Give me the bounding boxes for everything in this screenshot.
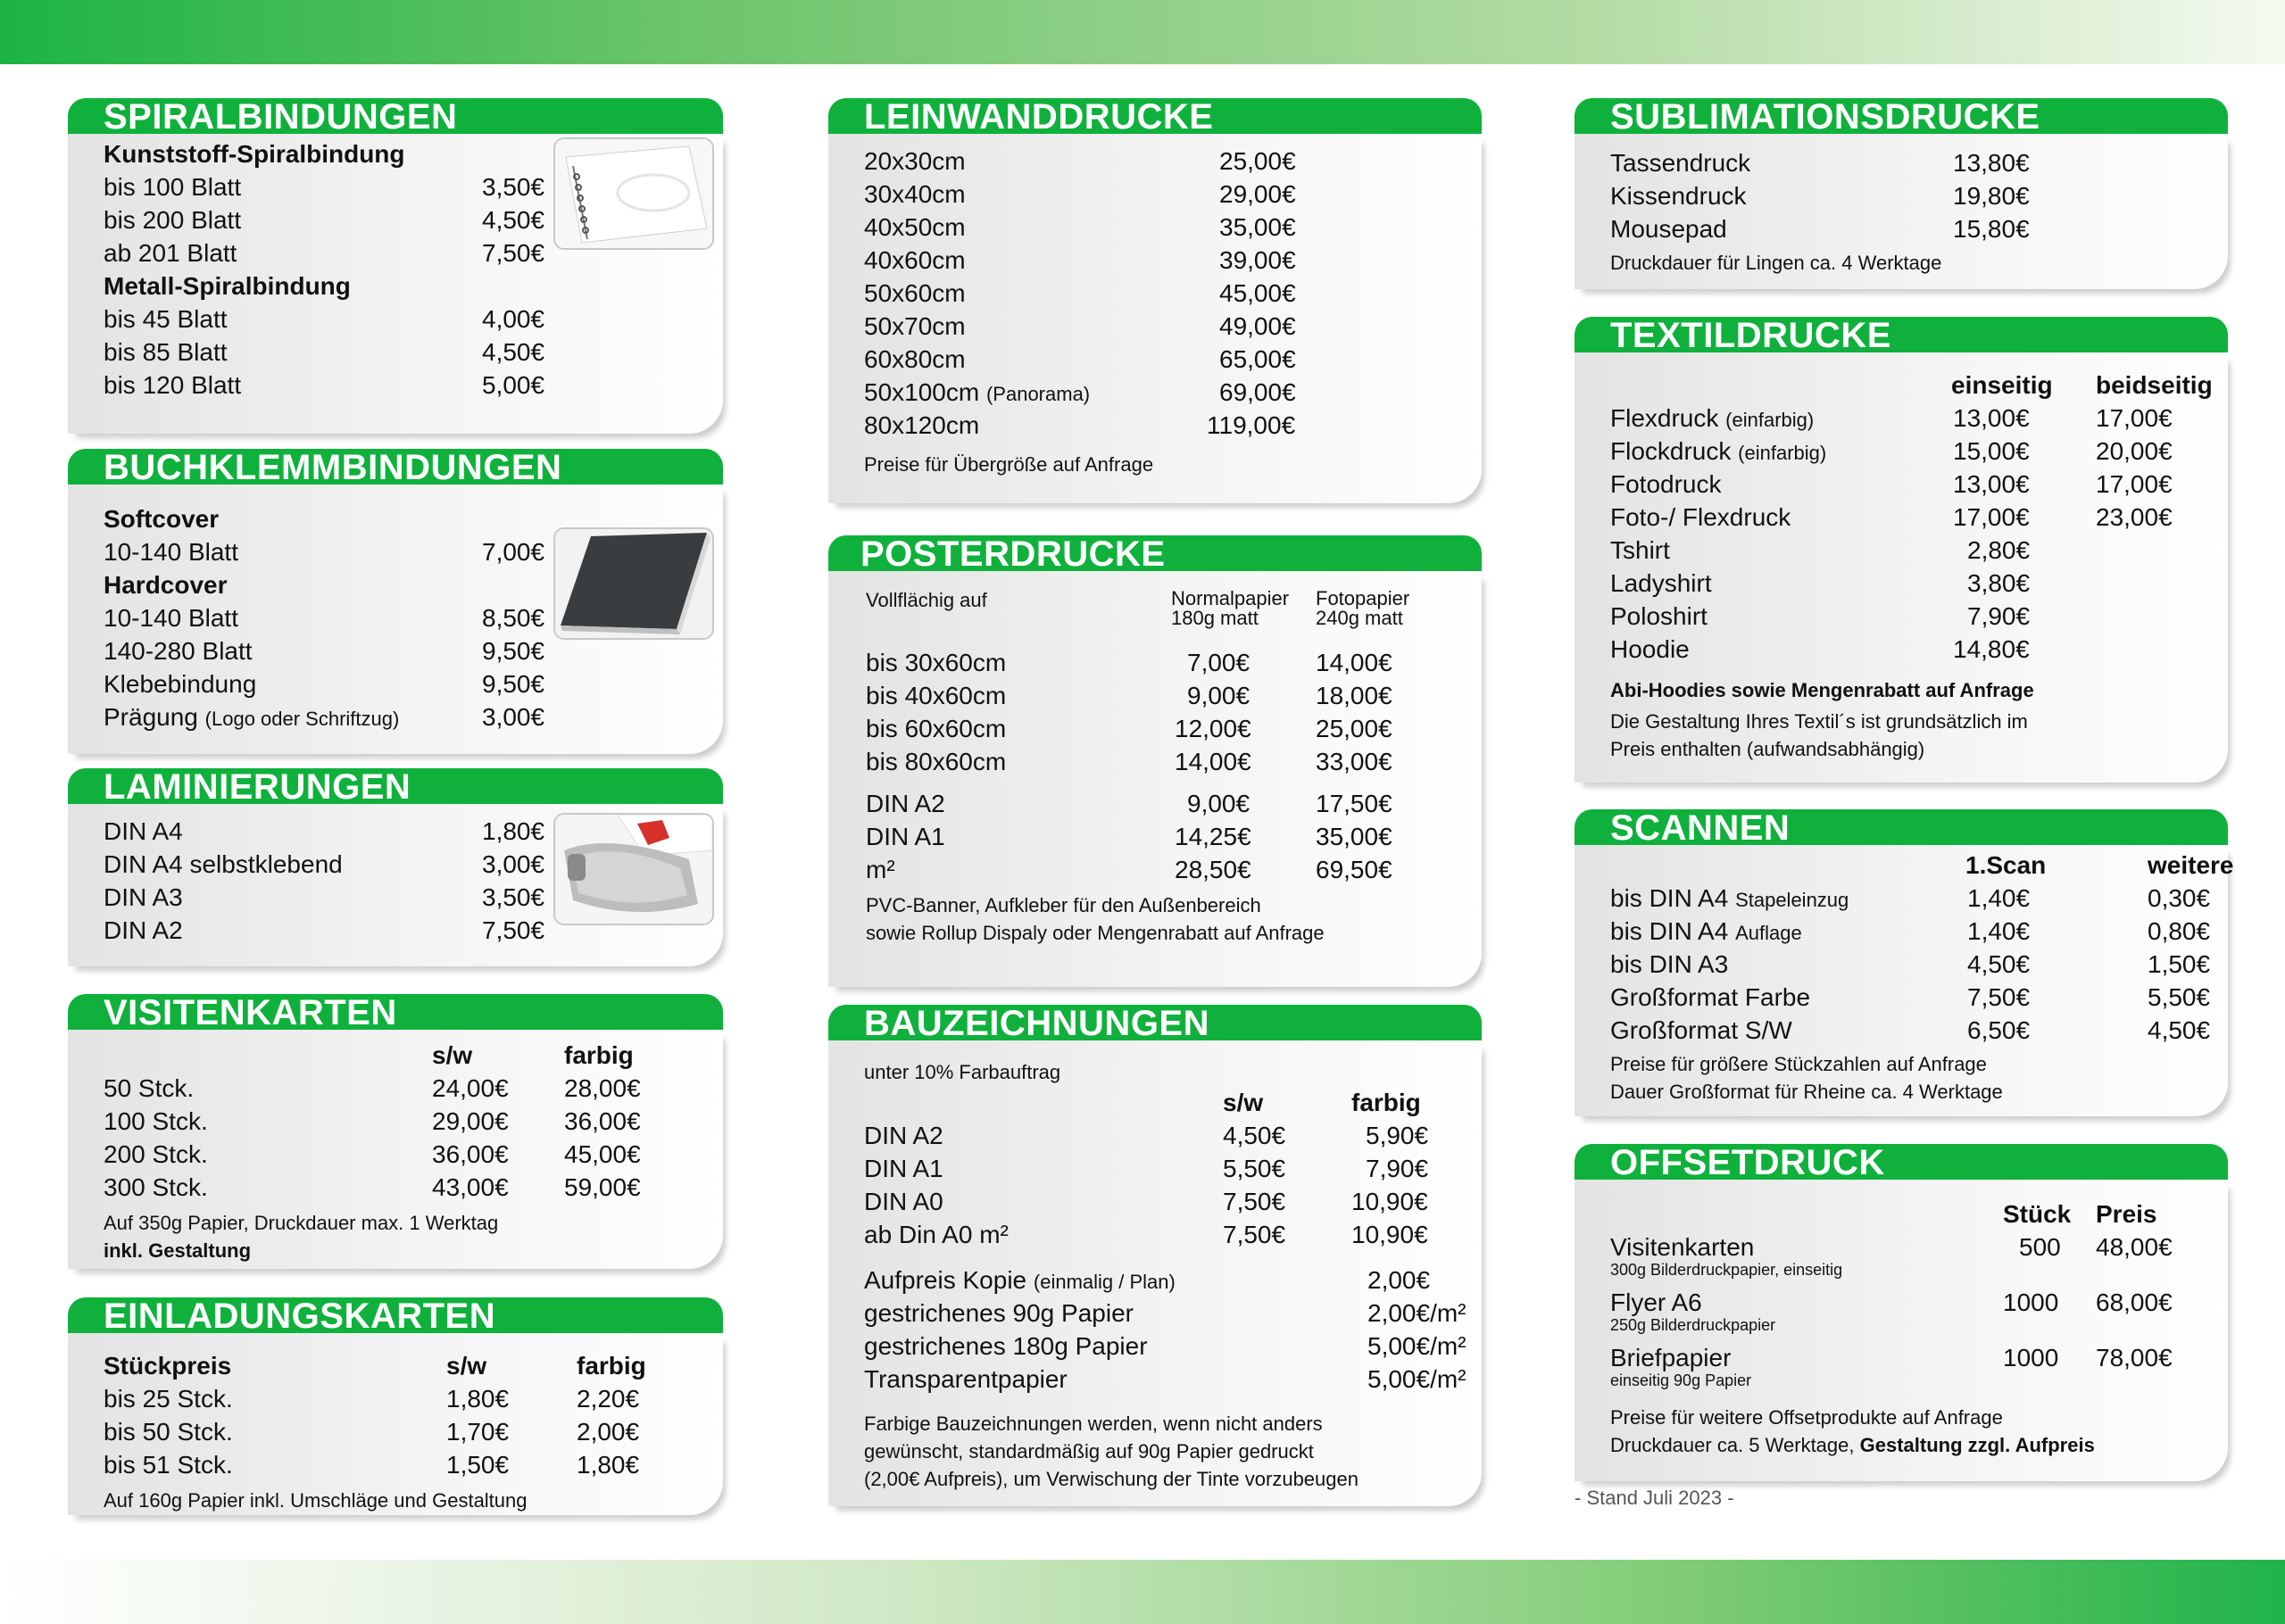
table-row: bis 40x60cm 9,00€ 18,00€: [866, 682, 1392, 709]
panel-body: [828, 571, 1482, 987]
panel-note: Preise für Übergröße auf Anfrage: [864, 453, 1154, 476]
panel-body: [1575, 134, 2228, 289]
panel-note: Farbige Bauzeichnungen werden, wenn nicht anders: [864, 1413, 1323, 1435]
panel-note: Die Gestaltung Ihres Textil´s ist grundsätzlich im: [1610, 710, 2028, 733]
panel-note: Druckdauer ca. 5 Werktage, Gestaltung zzgl. Aufpreis: [1610, 1434, 2095, 1456]
panel-title: BUCHKLEMMBINDUNGEN: [68, 449, 723, 485]
table-row: Poloshirt 7,90€: [1610, 602, 2031, 630]
panel-body: [828, 1040, 1482, 1506]
price-row: 50x100cm (Panorama) 69,00€: [864, 378, 1296, 406]
price-row: DIN A4 selbstklebend 3,00€: [104, 850, 545, 878]
panel-note: Auf 160g Papier inkl. Umschläge und Gestaltung: [104, 1489, 528, 1512]
price-row: Prägung (Logo oder Schriftzug) 3,00€: [104, 703, 545, 731]
price-row: DIN A2 7,50€: [104, 916, 545, 944]
price-row: 140-280 Blatt 9,50€: [104, 637, 545, 665]
table-header: Stück Preis: [2003, 1200, 2157, 1228]
panel-body: [68, 1030, 723, 1269]
table-row: DIN A1 5,50€ 7,90€: [864, 1155, 1429, 1182]
table-row: Flyer A6 250g Bilderdruckpapier 1000 68,00€: [1610, 1288, 2173, 1334]
price-row: bis 200 Blatt 4,50€: [104, 206, 545, 234]
panel-body: [68, 1333, 723, 1515]
panel-visitenkarten: [68, 994, 723, 1269]
price-row: Mousepad 15,80€: [1610, 215, 2030, 243]
price-row: 20x30cm 25,00€: [864, 147, 1296, 175]
table-header: s/w farbig: [1223, 1089, 1421, 1116]
extra-row: Aufpreis Kopie (einmalig / Plan) 2,00€: [864, 1266, 1431, 1294]
panel-body: [1575, 352, 2228, 783]
table-row: Ladyshirt 3,80€: [1610, 569, 2031, 597]
table-row: 200 Stck. 36,00€ 45,00€: [104, 1140, 641, 1168]
price-row: 40x60cm 39,00€: [864, 246, 1296, 274]
price-row: DIN A4 1,80€: [104, 817, 545, 845]
panel-note: Abi-Hoodies sowie Mengenrabatt auf Anfrage: [1610, 679, 2034, 701]
table-row: bis 30x60cm 7,00€ 14,00€: [866, 649, 1392, 676]
price-row: Klebebindung 9,50€: [104, 670, 545, 698]
table-row: Briefpapier einseitig 90g Papier 1000 78,00€: [1610, 1344, 2173, 1389]
table-row: Foto-/ Flexdruck 17,00€ 23,00€: [1610, 503, 2173, 531]
top-gradient-bar: [0, 0, 2285, 64]
price-row: Tassendruck 13,80€: [1610, 149, 2030, 177]
table-header: einseitig beidseitig: [1951, 371, 2213, 399]
panel-note: Preise für größere Stückzahlen auf Anfrage: [1610, 1053, 1987, 1075]
price-row: DIN A3 3,50€: [104, 883, 545, 911]
panel-title: SPIRALBINDUNGEN: [68, 98, 723, 134]
panel-offsetdruck: [1575, 1144, 2228, 1481]
panel-title: VISITENKARTEN: [68, 994, 723, 1030]
panel-title: TEXTILDRUCKE: [1575, 317, 2228, 352]
price-row: Kissendruck 19,80€: [1610, 182, 2030, 210]
panel-note: inkl. Gestaltung: [104, 1239, 252, 1262]
price-row: 40x50cm 35,00€: [864, 213, 1296, 241]
panel-title: EINLADUNGSKARTEN: [68, 1297, 723, 1333]
panel-title: POSTERDRUCKE: [828, 535, 1482, 571]
panel-einladungskarten: [68, 1297, 723, 1515]
panel-laminierungen: [68, 768, 723, 966]
table-header: s/w farbig: [432, 1041, 634, 1069]
price-row: 60x80cm 65,00€: [864, 345, 1296, 373]
table-row: bis 60x60cm 12,00€ 25,00€: [866, 715, 1392, 742]
panel-textildrucke: [1575, 317, 2228, 783]
panel-body: Kunststoff-Spiralbindung bis 100 Blatt 3,50€ bis 200 Blatt 4,50€ ab 201 Blatt 7,50€ Metall-Spiralbindung bis 45 Blatt 4,00€ bis 85 Blatt 4,50€ bis 120 Blatt 5,00€: [68, 134, 723, 434]
table-row: bis DIN A3 4,50€ 1,50€: [1610, 950, 2211, 978]
table-row: Flockdruck (einfarbig) 15,00€ 20,00€: [1610, 437, 2173, 465]
table-row: Tshirt 2,80€: [1610, 536, 2031, 564]
table-row: DIN A2 9,00€ 17,50€: [866, 790, 1392, 817]
panel-sublimationsdrucke: [1575, 98, 2228, 289]
panel-note: PVC-Banner, Aufkleber für den Außenbereich: [866, 894, 1261, 916]
panel-note: gewünscht, standardmäßig auf 90g Papier gedruckt: [864, 1440, 1314, 1462]
extra-row: Transparentpapier 5,00€/m²: [864, 1365, 1467, 1393]
extra-row: gestrichenes 90g Papier 2,00€/m²: [864, 1299, 1467, 1327]
table-row: bis 25 Stck. 1,80€ 2,20€: [104, 1385, 640, 1413]
table-row: bis DIN A4 Stapeleinzug 1,40€ 0,30€: [1610, 884, 2211, 912]
panel-bauzeichnungen: [828, 1005, 1482, 1506]
panel-body: [1575, 845, 2234, 1116]
panel-note: Preis enthalten (aufwandsabhängig): [1610, 738, 1925, 760]
bottom-gradient-bar: [0, 1560, 2285, 1624]
panel-note: Dauer Großformat für Rheine ca. 4 Werktage: [1610, 1081, 2003, 1103]
panel-title: OFFSETDRUCK: [1575, 1144, 2228, 1180]
price-row: 80x120cm 119,00€: [864, 411, 1296, 439]
panel-note: Druckdauer für Lingen ca. 4 Werktage: [1610, 252, 1942, 274]
price-row: 50x70cm 49,00€: [864, 312, 1296, 340]
table-row: 50 Stck. 24,00€ 28,00€: [104, 1074, 641, 1102]
extra-row: gestrichenes 180g Papier 5,00€/m²: [864, 1332, 1467, 1360]
table-header: 1.Scan weitere: [1965, 851, 2234, 879]
table-row: DIN A0 7,50€ 10,90€: [864, 1188, 1428, 1215]
table-row: Visitenkarten 300g Bilderdruckpapier, einseitig 500 48,00€: [1610, 1233, 2173, 1279]
price-row: bis 120 Blatt 5,00€: [104, 371, 545, 399]
table-row: m² 28,50€ 69,50€: [866, 856, 1392, 883]
panel-body: Softcover 10-140 Blatt 7,00€ Hardcover 10-140 Blatt 8,50€ 140-280 Blatt 9,50€ Klebebindung 9,50€ Prägung (Logo oder Schriftzug) 3,00€: [68, 485, 723, 754]
panel-note: sowie Rollup Dispaly oder Mengenrabatt auf Anfrage: [866, 922, 1325, 944]
price-row: 10-140 Blatt 8,50€: [104, 604, 545, 632]
panel-body: [828, 134, 1482, 503]
table-row: DIN A1 14,25€ 35,00€: [866, 823, 1392, 850]
table-row: Hoodie 14,80€: [1610, 635, 2030, 663]
table-row: 300 Stck. 43,00€ 59,00€: [104, 1173, 641, 1201]
price-row: bis 100 Blatt 3,50€: [104, 173, 545, 201]
panel-title: SCANNEN: [1575, 809, 2228, 845]
table-row: bis 50 Stck. 1,70€ 2,00€: [104, 1418, 640, 1446]
price-row: 30x40cm 29,00€: [864, 180, 1296, 208]
poster-table-header: Vollflächig auf Normalpapier 180g matt Fotopapier 240g matt: [866, 587, 1410, 629]
panel-scannen: [1575, 809, 2234, 1116]
panel-note: (2,00€ Aufpreis), um Verwischung der Tinte vorzubeugen: [864, 1468, 1359, 1490]
panel-note: Auf 350g Papier, Druckdauer max. 1 Werktag: [104, 1212, 499, 1234]
panel-buchklemmbindungen: [68, 449, 723, 754]
table-row: Großformat Farbe 7,50€ 5,50€: [1610, 983, 2211, 1011]
stand-date: - Stand Juli 2023 -: [1575, 1487, 1734, 1509]
table-row: ab Din A0 m² 7,50€ 10,90€: [864, 1221, 1428, 1248]
bau-intro: unter 10% Farbauftrag: [864, 1061, 1061, 1083]
price-row: 10-140 Blatt 7,00€: [104, 538, 545, 566]
table-row: Großformat S/W 6,50€ 4,50€: [1610, 1016, 2211, 1044]
panel-title: LEINWANDDRUCKE: [828, 98, 1482, 134]
panel-title: SUBLIMATIONSDRUCKE: [1575, 98, 2228, 134]
panel-body: [1575, 1180, 2228, 1481]
panel-title: LAMINIERUNGEN: [68, 768, 723, 804]
table-row: 100 Stck. 29,00€ 36,00€: [104, 1107, 641, 1135]
price-row: bis 45 Blatt 4,00€: [104, 305, 545, 333]
table-row: bis 51 Stck. 1,50€ 1,80€: [104, 1451, 640, 1479]
panel-leinwanddrucke: [828, 98, 1482, 503]
table-header: Stückpreis s/w farbig: [104, 1352, 646, 1380]
table-row: Fotodruck 13,00€ 17,00€: [1610, 470, 2173, 498]
panel-spiralbindungen: [68, 98, 723, 434]
table-row: Flexdruck (einfarbig) 13,00€ 17,00€: [1610, 404, 2173, 432]
price-row: 50x60cm 45,00€: [864, 279, 1296, 307]
price-row: bis 85 Blatt 4,50€: [104, 338, 545, 366]
panel-body: [68, 804, 723, 966]
table-row: bis DIN A4 Auflage 1,40€ 0,80€: [1610, 917, 2211, 945]
panel-title: BAUZEICHNUNGEN: [828, 1005, 1482, 1040]
table-row: DIN A2 4,50€ 5,90€: [864, 1122, 1429, 1149]
price-row: ab 201 Blatt 7,50€: [104, 239, 545, 267]
panel-posterdrucke: [828, 535, 1482, 987]
table-row: bis 80x60cm 14,00€ 33,00€: [866, 748, 1392, 775]
panel-note: Preise für weitere Offsetprodukte auf Anfrage: [1610, 1406, 2003, 1429]
